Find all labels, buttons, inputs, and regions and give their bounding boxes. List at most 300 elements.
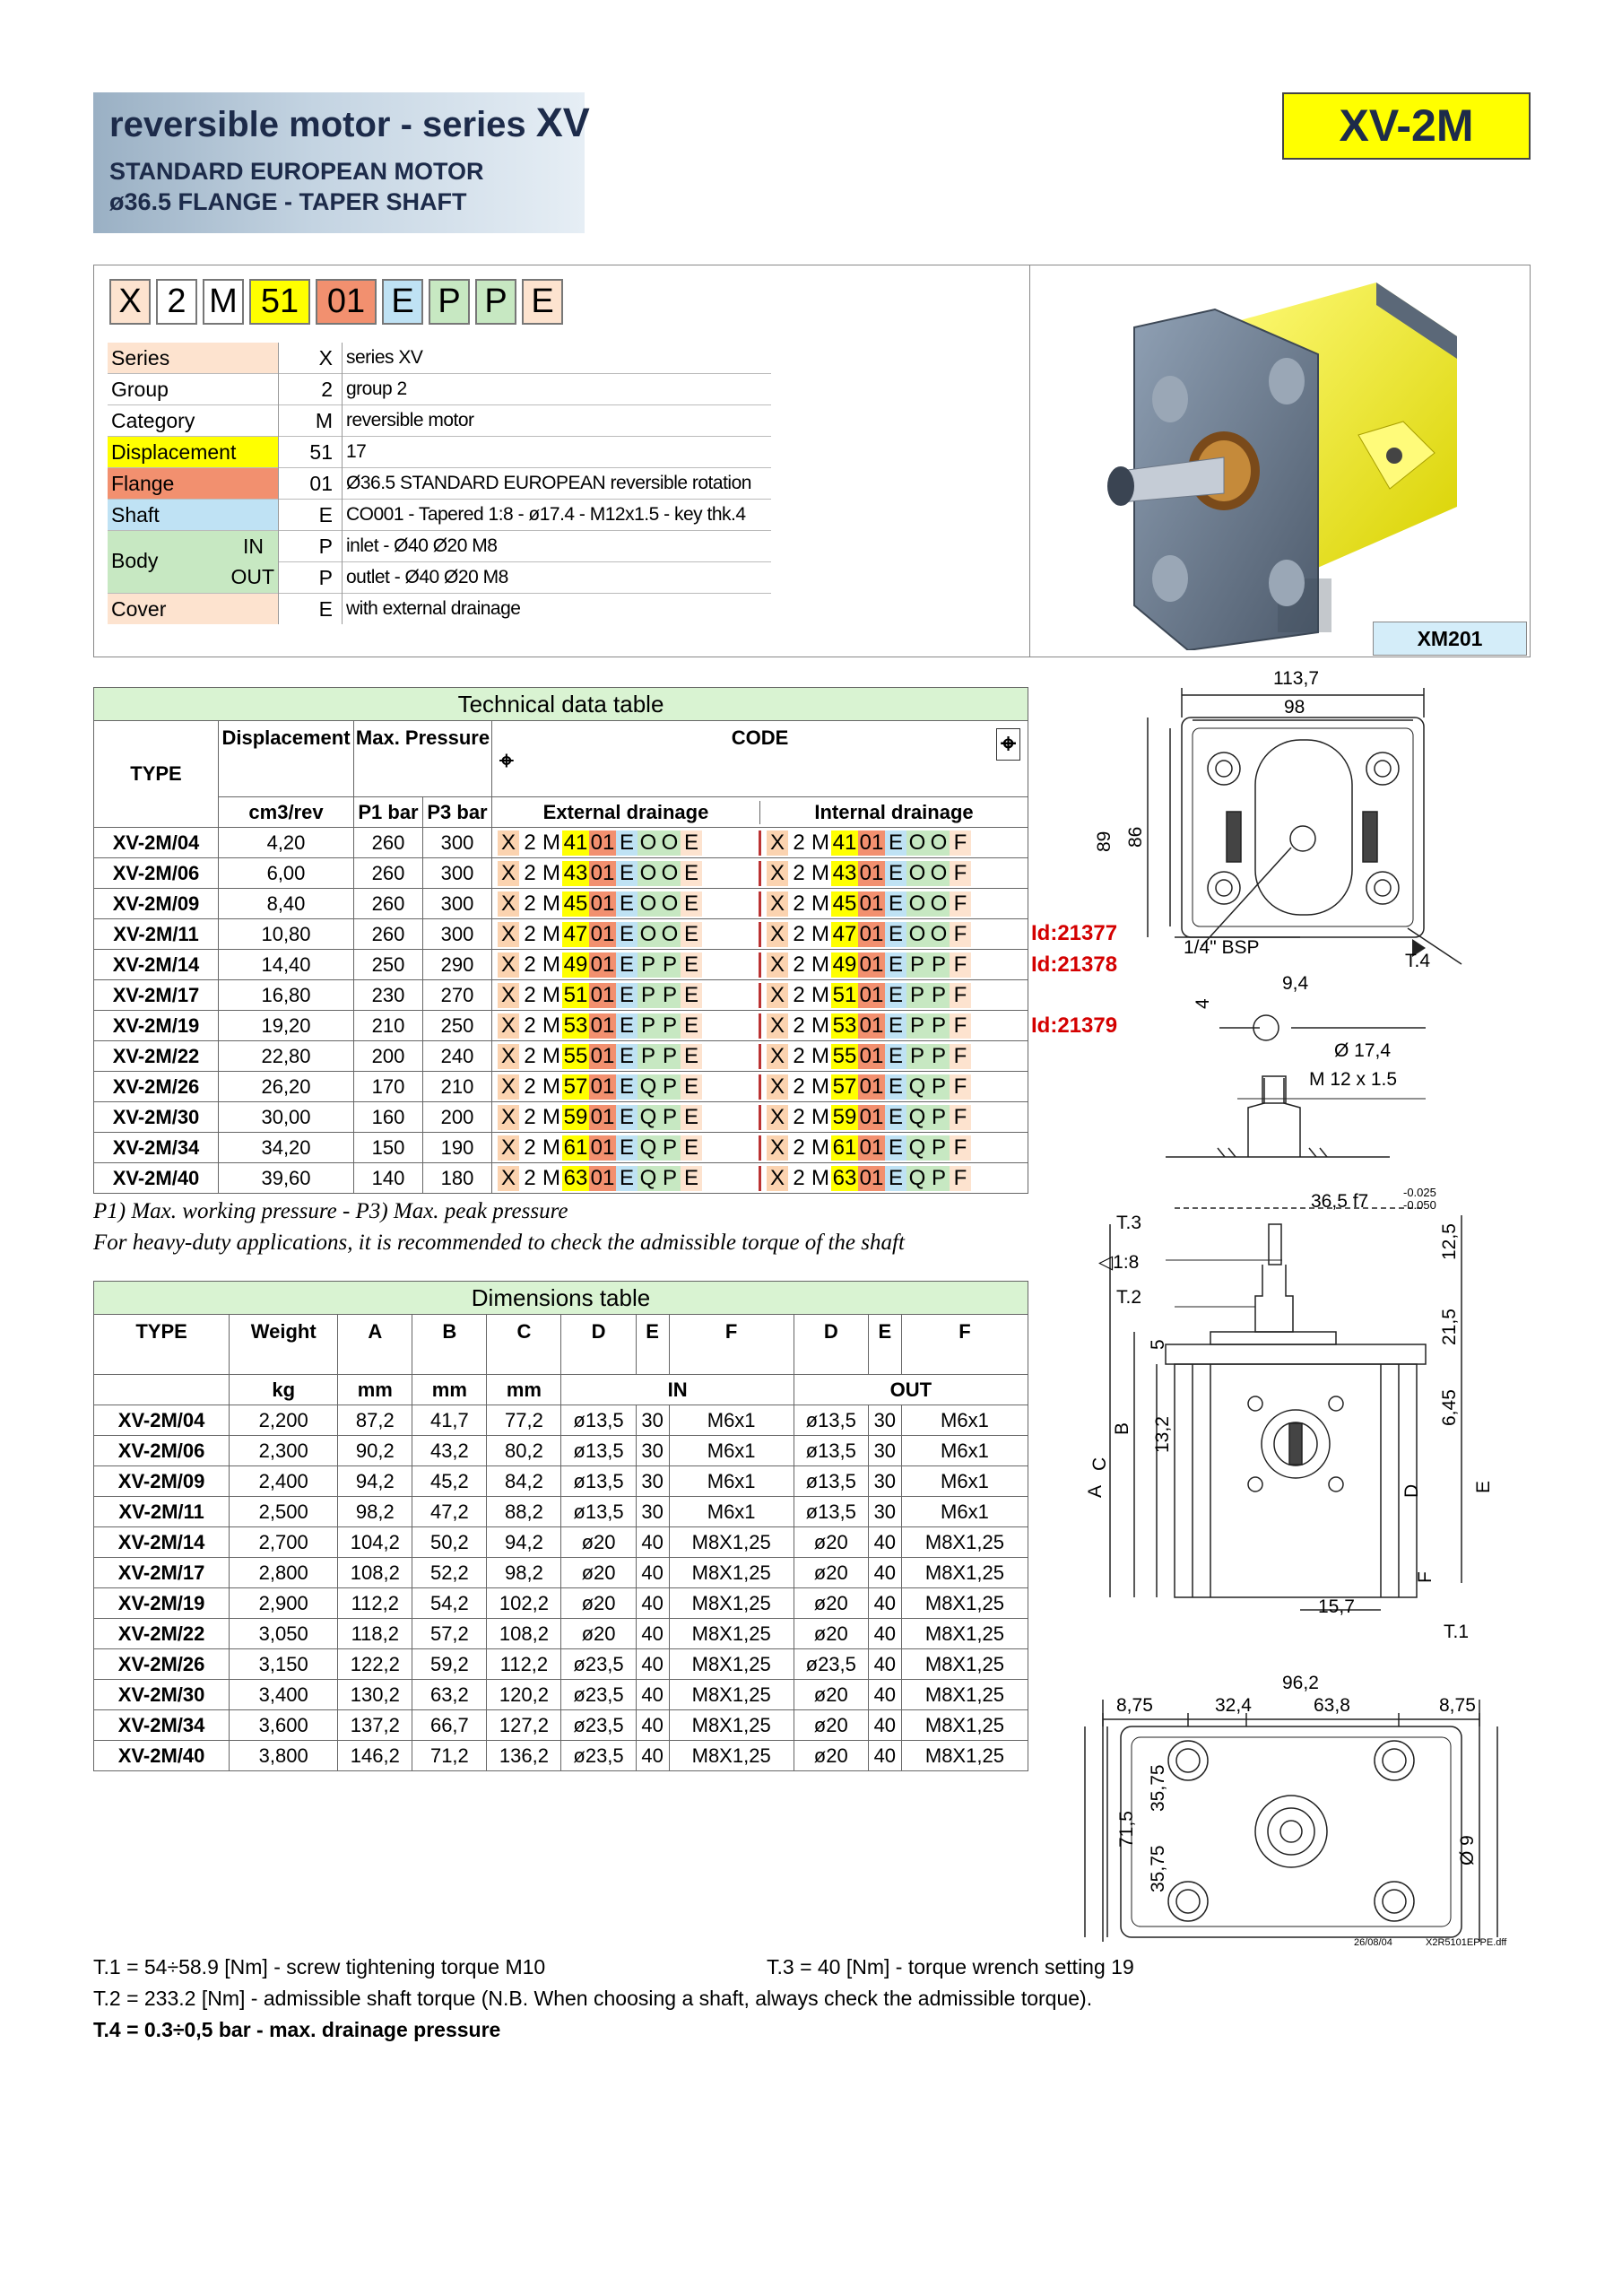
legend-desc: with external drainage — [346, 598, 521, 619]
cell-disp: 19,20 — [219, 1011, 354, 1041]
dim-113-7: 113,7 — [1273, 668, 1319, 689]
dims-cell: M8X1,25 — [901, 1741, 1028, 1771]
dimensions-table — [93, 1281, 1028, 1771]
dims-header: Weight — [230, 1315, 338, 1375]
cell-disp: 34,20 — [219, 1133, 354, 1163]
dims-cell: 40 — [868, 1649, 901, 1680]
dims-cell: 108,2 — [487, 1619, 561, 1649]
dims-cell: M8X1,25 — [669, 1680, 794, 1710]
dims-cell: ø20 — [794, 1558, 868, 1588]
dim-21-5: 21,5 — [1439, 1309, 1460, 1345]
dims-unit-in: IN — [561, 1375, 794, 1405]
dims-cell: ø20 — [561, 1558, 636, 1588]
dims-cell: ø13,5 — [794, 1466, 868, 1497]
code-internal: X 2 M 59 01 E Q P F — [761, 1105, 1028, 1130]
unit-drainage — [492, 797, 1028, 828]
code-char-displacement: 51 — [249, 279, 310, 325]
dims-cell: 66,7 — [412, 1710, 487, 1741]
dims-cell: 3,050 — [230, 1619, 338, 1649]
footer-t1: T.1 = 54÷58.9 [Nm] - screw tightening torque M10 — [93, 1955, 546, 1979]
dims-cell: 50,2 — [412, 1527, 487, 1558]
dims-cell: 136,2 — [487, 1741, 561, 1771]
dims-cell: ø20 — [794, 1527, 868, 1558]
dims-cell: M6x1 — [669, 1466, 794, 1497]
legend-value: E — [279, 594, 343, 625]
cell-type: XV-2M/22 — [94, 1041, 219, 1072]
dims-unit-out: OUT — [794, 1375, 1028, 1405]
dims-cell: M6x1 — [669, 1405, 794, 1436]
dims-header: A — [338, 1315, 412, 1375]
dims-cell: 52,2 — [412, 1558, 487, 1588]
dims-cell: XV-2M/11 — [94, 1497, 230, 1527]
dim-71-5: 71,5 — [1116, 1811, 1137, 1848]
dim-9-4: 9,4 — [1282, 973, 1309, 994]
dims-header: B — [412, 1315, 487, 1375]
code-external: X 2 M 59 01 E Q P E — [492, 1105, 761, 1130]
dims-cell: 80,2 — [487, 1436, 561, 1466]
dims-cell: 40 — [636, 1527, 669, 1558]
dims-header: F — [669, 1315, 794, 1375]
dims-cell: ø23,5 — [561, 1741, 636, 1771]
dims-cell: ø20 — [561, 1527, 636, 1558]
dims-cell: 2,900 — [230, 1588, 338, 1619]
cell-p1: 140 — [354, 1163, 423, 1194]
dims-cell: 112,2 — [487, 1649, 561, 1680]
code-external: X 2 M 61 01 E Q P E — [492, 1135, 761, 1161]
dims-row — [94, 1588, 1028, 1619]
cell-type: XV-2M/06 — [94, 858, 219, 889]
dims-cell: M6x1 — [901, 1436, 1028, 1466]
dims-cell: M8X1,25 — [669, 1649, 794, 1680]
dims-row — [94, 1710, 1028, 1741]
cell-p1: 160 — [354, 1102, 423, 1133]
dims-cell: ø20 — [794, 1710, 868, 1741]
dims-header: TYPE — [94, 1315, 230, 1375]
dims-cell: 3,150 — [230, 1649, 338, 1680]
drawing-file: X2R5101EPPE.dff — [1426, 1937, 1507, 1948]
dims-cell: 87,2 — [338, 1405, 412, 1436]
dim-36-5: 36,5 f7 — [1311, 1191, 1369, 1212]
dims-cell: 127,2 — [487, 1710, 561, 1741]
legend-desc: outlet - Ø40 Ø20 M8 — [346, 567, 508, 587]
dim-35-75-bottom: 35,75 — [1148, 1845, 1168, 1892]
id-label-1: Id:21377 — [1031, 921, 1118, 945]
dims-cell: ø23,5 — [561, 1680, 636, 1710]
header-subtitle-1: STANDARD EUROPEAN MOTOR — [109, 158, 484, 185]
cell-p1: 150 — [354, 1133, 423, 1163]
code-internal: X 2 M 57 01 E Q P F — [761, 1074, 1028, 1100]
legend-value: E — [279, 500, 343, 531]
dims-row — [94, 1619, 1028, 1649]
dims-cell: XV-2M/06 — [94, 1436, 230, 1466]
dims-cell: 137,2 — [338, 1710, 412, 1741]
dims-cell: 30 — [636, 1436, 669, 1466]
label-f: F — [1415, 1571, 1436, 1583]
dims-table-caption: Dimensions table — [94, 1282, 1028, 1315]
dims-cell: 2,200 — [230, 1405, 338, 1436]
dim-tol-b: -0.050 — [1403, 1198, 1436, 1212]
cell-p3: 300 — [423, 919, 492, 950]
dims-cell: 118,2 — [338, 1619, 412, 1649]
dims-cell: 43,2 — [412, 1436, 487, 1466]
dims-cell: ø20 — [794, 1588, 868, 1619]
legend-desc: group 2 — [346, 378, 407, 399]
dims-cell: 40 — [636, 1619, 669, 1649]
dims-cell: ø20 — [561, 1619, 636, 1649]
tech-row — [94, 919, 1028, 950]
cell-p3: 180 — [423, 1163, 492, 1194]
dims-header: D — [561, 1315, 636, 1375]
legend-desc: Ø36.5 STANDARD EUROPEAN reversible rotation — [346, 473, 751, 493]
cell-disp: 16,80 — [219, 980, 354, 1011]
cell-code — [492, 858, 1028, 889]
tech-row — [94, 1102, 1028, 1133]
dims-cell: XV-2M/17 — [94, 1558, 230, 1588]
dims-cell: 40 — [636, 1680, 669, 1710]
cell-code — [492, 980, 1028, 1011]
dims-cell: ø23,5 — [561, 1649, 636, 1680]
tech-row — [94, 1011, 1028, 1041]
unit-p1: P1 bar — [354, 797, 423, 828]
legend-row — [108, 468, 771, 500]
dims-header: D — [794, 1315, 868, 1375]
legend-label: Series — [108, 343, 279, 374]
legend-desc: 17 — [346, 441, 367, 462]
dims-header: E — [868, 1315, 901, 1375]
dims-cell: ø13,5 — [794, 1436, 868, 1466]
legend-row — [108, 594, 771, 625]
dims-cell: M8X1,25 — [901, 1619, 1028, 1649]
dims-cell: 40 — [636, 1588, 669, 1619]
unit-disp: cm3/rev — [219, 797, 354, 828]
dims-cell: 102,2 — [487, 1588, 561, 1619]
dim-13-2: 13,2 — [1152, 1416, 1173, 1453]
dim-32-4: 32,4 — [1215, 1695, 1252, 1716]
legend-row — [108, 531, 771, 562]
tech-row — [94, 1072, 1028, 1102]
label-t3: T.3 — [1116, 1213, 1142, 1233]
dims-cell: XV-2M/40 — [94, 1741, 230, 1771]
dims-cell: 41,7 — [412, 1405, 487, 1436]
dim-35-75-top: 35,75 — [1148, 1764, 1168, 1812]
dims-cell: 90,2 — [338, 1436, 412, 1466]
dims-cell: 2,700 — [230, 1527, 338, 1558]
col-code: CODE ⌖ ⌖ — [492, 721, 1028, 797]
code-external: X 2 M 47 01 E O O E — [492, 922, 761, 947]
dims-cell: 59,2 — [412, 1649, 487, 1680]
dim-12-5: 12,5 — [1439, 1223, 1460, 1260]
dims-cell: M8X1,25 — [669, 1558, 794, 1588]
cell-p3: 210 — [423, 1072, 492, 1102]
label-taper: ◁1:8 — [1098, 1252, 1140, 1273]
tech-row — [94, 858, 1028, 889]
legend-value: 2 — [279, 374, 343, 405]
legend-row — [108, 437, 771, 468]
code-legend — [108, 343, 771, 624]
note-pressures: P1) Max. working pressure - P3) Max. peak pressure — [93, 1199, 568, 1223]
id-label-2: Id:21378 — [1031, 952, 1118, 977]
cell-type: XV-2M/14 — [94, 950, 219, 980]
cell-disp: 6,00 — [219, 858, 354, 889]
dims-cell: XV-2M/14 — [94, 1527, 230, 1558]
dims-cell: M8X1,25 — [669, 1741, 794, 1771]
cell-disp: 8,40 — [219, 889, 354, 919]
dims-cell: 77,2 — [487, 1405, 561, 1436]
code-internal: X 2 M 55 01 E P P F — [761, 1044, 1028, 1069]
cell-code — [492, 1163, 1028, 1194]
cell-p1: 200 — [354, 1041, 423, 1072]
dim-bsp: 1/4" BSP — [1184, 937, 1260, 958]
cell-type: XV-2M/34 — [94, 1133, 219, 1163]
legend-desc: series XV — [346, 347, 423, 368]
code-internal: X 2 M 63 01 E Q P F — [761, 1166, 1028, 1191]
dims-cell: ø13,5 — [561, 1466, 636, 1497]
legend-label: Flange — [108, 468, 279, 500]
legend-value: P — [279, 531, 343, 562]
dim-4: 4 — [1193, 998, 1213, 1009]
tech-row — [94, 828, 1028, 858]
footer-t4: T.4 = 0.3÷0,5 bar - max. drainage pressure — [93, 2018, 501, 2041]
legend-row — [108, 343, 771, 374]
dims-unit: mm — [487, 1375, 561, 1405]
cell-type: XV-2M/40 — [94, 1163, 219, 1194]
tech-row — [94, 950, 1028, 980]
dims-row — [94, 1405, 1028, 1436]
code-internal: X 2 M 51 01 E P P F — [761, 983, 1028, 1008]
dims-cell: 40 — [868, 1588, 901, 1619]
label-c: C — [1089, 1457, 1110, 1471]
tech-row — [94, 889, 1028, 919]
dims-row — [94, 1741, 1028, 1771]
dims-row — [94, 1649, 1028, 1680]
dims-cell: M6x1 — [901, 1405, 1028, 1436]
cell-p1: 250 — [354, 950, 423, 980]
dim-63-8: 63,8 — [1314, 1695, 1350, 1716]
cell-p3: 270 — [423, 980, 492, 1011]
dim-17-4: Ø 17,4 — [1334, 1040, 1392, 1061]
legend-value: M — [279, 405, 343, 437]
tech-row — [94, 980, 1028, 1011]
photo-label: XM201 — [1373, 622, 1527, 656]
header-subtitle-2: ø36.5 FLANGE - TAPER SHAFT — [109, 188, 467, 215]
dim-15-7: 15,7 — [1318, 1596, 1355, 1617]
code-internal: X 2 M 43 01 E O O F — [761, 861, 1028, 886]
dim-86: 86 — [1125, 826, 1146, 848]
code-box-divider — [1029, 265, 1030, 657]
dim-8-75-right: 8,75 — [1439, 1695, 1476, 1716]
dims-header: F — [901, 1315, 1028, 1375]
dims-cell: 98,2 — [338, 1497, 412, 1527]
dims-cell: M6x1 — [901, 1466, 1028, 1497]
dims-row — [94, 1558, 1028, 1588]
code-external: X 2 M 41 01 E O O E — [492, 831, 761, 856]
dims-cell: 40 — [868, 1558, 901, 1588]
legend-desc: CO001 - Tapered 1:8 - ø17.4 - M12x1.5 - key thk.4 — [346, 504, 746, 525]
code-external: X 2 M 63 01 E Q P E — [492, 1166, 761, 1191]
id-label-3: Id:21379 — [1031, 1013, 1118, 1038]
dims-cell: 2,300 — [230, 1436, 338, 1466]
dims-cell: ø13,5 — [561, 1497, 636, 1527]
dims-cell: 94,2 — [487, 1527, 561, 1558]
code-internal: X 2 M 47 01 E O O F — [761, 922, 1028, 947]
dims-row — [94, 1497, 1028, 1527]
unit-internal: Internal drainage — [814, 800, 974, 823]
code-char-series: X — [109, 279, 151, 325]
dims-unit: mm — [412, 1375, 487, 1405]
cell-p1: 260 — [354, 858, 423, 889]
cell-p1: 260 — [354, 828, 423, 858]
dims-row — [94, 1466, 1028, 1497]
code-internal: X 2 M 61 01 E Q P F — [761, 1135, 1028, 1161]
cell-code — [492, 1041, 1028, 1072]
dims-cell: 108,2 — [338, 1558, 412, 1588]
cell-code — [492, 1102, 1028, 1133]
dims-cell: 3,600 — [230, 1710, 338, 1741]
dim-89: 89 — [1094, 831, 1115, 852]
dims-cell: 84,2 — [487, 1466, 561, 1497]
cell-disp: 39,60 — [219, 1163, 354, 1194]
cell-code — [492, 1011, 1028, 1041]
cell-p3: 300 — [423, 858, 492, 889]
dims-cell: 40 — [868, 1619, 901, 1649]
dims-header: C — [487, 1315, 561, 1375]
dims-cell: 30 — [868, 1405, 901, 1436]
tech-row — [94, 1133, 1028, 1163]
dims-cell: XV-2M/26 — [94, 1649, 230, 1680]
dims-cell: 71,2 — [412, 1741, 487, 1771]
dim-8-75-left: 8,75 — [1116, 1695, 1153, 1716]
dims-cell: 30 — [868, 1497, 901, 1527]
dims-cell: 40 — [636, 1710, 669, 1741]
cell-p3: 300 — [423, 889, 492, 919]
legend-label: Category — [108, 405, 279, 437]
cell-code — [492, 889, 1028, 919]
cell-p1: 230 — [354, 980, 423, 1011]
model-badge: XV-2M — [1282, 92, 1531, 160]
col-displacement: Displacement — [219, 721, 354, 797]
dims-cell: M8X1,25 — [669, 1619, 794, 1649]
dims-cell: XV-2M/04 — [94, 1405, 230, 1436]
dims-cell: M8X1,25 — [669, 1588, 794, 1619]
code-external: X 2 M 51 01 E P P E — [492, 983, 761, 1008]
cell-disp: 26,20 — [219, 1072, 354, 1102]
dim-tol-a: -0.025 — [1403, 1186, 1436, 1199]
technical-data-table — [93, 687, 1028, 1194]
col-type: TYPE — [94, 721, 219, 828]
dims-cell: ø13,5 — [561, 1405, 636, 1436]
dims-cell: 2,400 — [230, 1466, 338, 1497]
cell-p1: 260 — [354, 889, 423, 919]
dims-cell: 120,2 — [487, 1680, 561, 1710]
code-external: X 2 M 49 01 E P P E — [492, 952, 761, 978]
cell-type: XV-2M/17 — [94, 980, 219, 1011]
cell-type: XV-2M/19 — [94, 1011, 219, 1041]
dims-cell: 40 — [636, 1558, 669, 1588]
label-d: D — [1401, 1483, 1422, 1498]
symbol-internal-icon: ⌖ — [996, 728, 1020, 761]
dims-cell: 2,500 — [230, 1497, 338, 1527]
dims-cell: M8X1,25 — [901, 1649, 1028, 1680]
legend-label: Shaft — [108, 500, 279, 531]
cell-code — [492, 1072, 1028, 1102]
label-e: E — [1473, 1480, 1494, 1493]
dim-98: 98 — [1284, 697, 1305, 718]
dims-cell: 40 — [636, 1649, 669, 1680]
cell-p3: 300 — [423, 828, 492, 858]
dims-unit: kg — [230, 1375, 338, 1405]
dims-cell: 45,2 — [412, 1466, 487, 1497]
dims-header: E — [636, 1315, 669, 1375]
dims-cell: 30 — [868, 1436, 901, 1466]
code-char-category: M — [203, 279, 244, 325]
dims-cell: 40 — [636, 1741, 669, 1771]
code-internal: X 2 M 45 01 E O O F — [761, 891, 1028, 917]
dims-cell: 40 — [868, 1680, 901, 1710]
dims-cell: M6x1 — [669, 1436, 794, 1466]
dims-cell: M8X1,25 — [669, 1710, 794, 1741]
dims-cell: ø20 — [794, 1741, 868, 1771]
dims-row — [94, 1436, 1028, 1466]
code-char-body-in: P — [429, 279, 470, 325]
dims-cell: 3,400 — [230, 1680, 338, 1710]
dims-cell: 63,2 — [412, 1680, 487, 1710]
cell-p3: 250 — [423, 1011, 492, 1041]
dims-cell: 40 — [868, 1527, 901, 1558]
dims-cell: M6x1 — [669, 1497, 794, 1527]
code-internal: X 2 M 49 01 E P P F — [761, 952, 1028, 978]
dims-cell: 30 — [636, 1405, 669, 1436]
drawing-date: 26/08/04 — [1354, 1937, 1392, 1948]
dims-cell: ø13,5 — [794, 1405, 868, 1436]
code-internal: X 2 M 53 01 E P P F — [761, 1013, 1028, 1039]
dims-cell: XV-2M/30 — [94, 1680, 230, 1710]
cell-type: XV-2M/04 — [94, 828, 219, 858]
dims-row — [94, 1680, 1028, 1710]
dims-cell: XV-2M/22 — [94, 1619, 230, 1649]
code-char-group: 2 — [156, 279, 197, 325]
cell-disp: 30,00 — [219, 1102, 354, 1133]
note-heavy-duty: For heavy-duty applications, it is recommended to check the admissible torque of the shaft — [93, 1231, 905, 1255]
dims-cell: 2,800 — [230, 1558, 338, 1588]
dims-cell: 40 — [868, 1741, 901, 1771]
dims-cell: M8X1,25 — [901, 1527, 1028, 1558]
legend-value: P — [279, 562, 343, 594]
dims-cell: 146,2 — [338, 1741, 412, 1771]
dims-cell: 54,2 — [412, 1588, 487, 1619]
symbol-external-icon: ⌖ — [499, 746, 514, 774]
footer-t3: T.3 = 40 [Nm] - torque wrench setting 19 — [767, 1955, 1134, 1979]
unit-external: External drainage — [492, 801, 760, 824]
header-banner — [93, 92, 590, 233]
legend-value: X — [279, 343, 343, 374]
dims-cell: ø20 — [794, 1619, 868, 1649]
legend-row — [108, 500, 771, 531]
dims-cell: ø23,5 — [561, 1710, 636, 1741]
label-t2: T.2 — [1116, 1287, 1142, 1308]
legend-label: Displacement — [108, 437, 279, 468]
cell-disp: 10,80 — [219, 919, 354, 950]
tech-row — [94, 1163, 1028, 1194]
cell-disp: 4,20 — [219, 828, 354, 858]
code-char-body-out: P — [475, 279, 516, 325]
dims-cell: 94,2 — [338, 1466, 412, 1497]
dims-cell: 3,800 — [230, 1741, 338, 1771]
col-max-pressure: Max. Pressure — [354, 721, 492, 797]
dim-m12: M 12 x 1.5 — [1309, 1069, 1398, 1090]
cell-p1: 170 — [354, 1072, 423, 1102]
code-char-shaft: E — [382, 279, 423, 325]
cell-type: XV-2M/11 — [94, 919, 219, 950]
